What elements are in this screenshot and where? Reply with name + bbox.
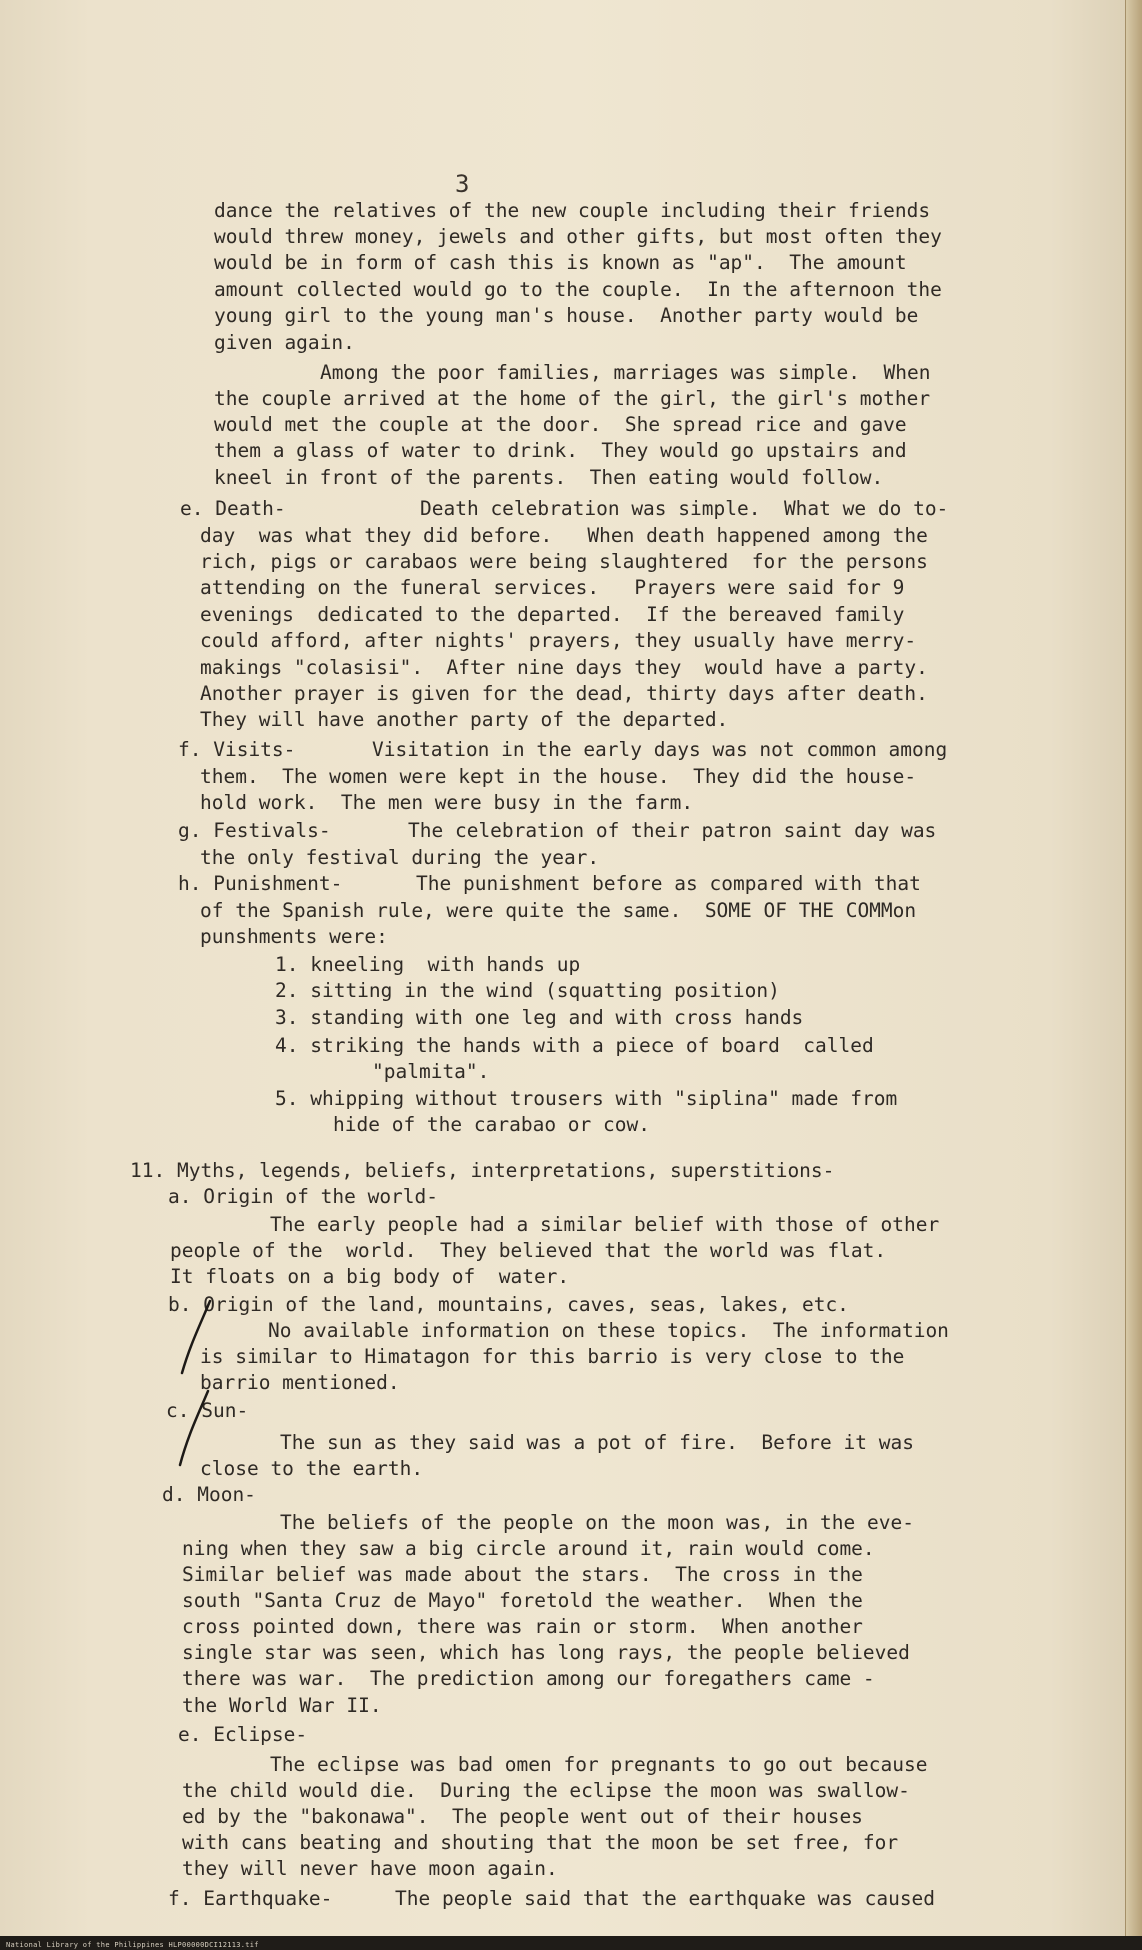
- text-line: single star was seen, which has long rays, the people believed: [182, 1641, 910, 1664]
- list-item: 1. kneeling with hands up: [275, 953, 581, 976]
- section-heading: f. Earthquake-: [168, 1887, 333, 1910]
- text-line: south "Santa Cruz de Mayo" foretold the weather. When the: [182, 1589, 863, 1612]
- list-item-continuation: hide of the carabao or cow.: [333, 1113, 650, 1136]
- text-line: rich, pigs or carabaos were being slaughtered for the persons: [200, 550, 928, 573]
- page-binding-edge: [1125, 0, 1142, 1950]
- text-line: barrio mentioned.: [200, 1371, 400, 1394]
- text-line: No available information on these topics. The information: [268, 1319, 949, 1342]
- text-line: them a glass of water to drink. They would go upstairs and: [214, 439, 907, 462]
- text-line: The celebration of their patron saint day was: [408, 819, 937, 842]
- text-line: day was what they did before. When death happened among the: [200, 524, 928, 547]
- text-line: there was war. The prediction among our foregathers came -: [182, 1667, 875, 1690]
- text-line: The people said that the earthquake was caused: [395, 1887, 936, 1910]
- text-line: close to the earth.: [200, 1457, 424, 1480]
- text-line: them. The women were kept in the house. They did the house-: [200, 765, 917, 788]
- text-line: The punishment before as compared with that: [416, 872, 921, 895]
- section-heading: a. Origin of the world-: [168, 1185, 439, 1208]
- text-line: ed by the "bakonawa". The people went out of their houses: [182, 1805, 863, 1828]
- section-heading: g. Festivals-: [178, 819, 331, 842]
- text-line: evenings dedicated to the departed. If the bereaved family: [200, 603, 905, 626]
- list-item: 5. whipping without trousers with "siplina" made from: [275, 1087, 898, 1110]
- section-heading: h. Punishment-: [178, 872, 343, 895]
- text-line: would be in form of cash this is known as "ap". The amount: [214, 251, 907, 274]
- section-heading: e. Death-: [180, 497, 286, 520]
- text-line: Death celebration was simple. What we do to-: [420, 497, 949, 520]
- text-line: hold work. The men were busy in the farm.: [200, 791, 694, 814]
- text-line: attending on the funeral services. Prayers were said for 9: [200, 576, 905, 599]
- text-line: cross pointed down, there was rain or storm. When another: [182, 1615, 863, 1638]
- section-heading: e. Eclipse-: [178, 1723, 308, 1746]
- list-item-continuation: "palmita".: [372, 1060, 490, 1083]
- text-line: punshments were:: [200, 925, 388, 948]
- text-line: Visitation in the early days was not common among: [372, 738, 948, 761]
- text-line: The sun as they said was a pot of fire. Before it was: [280, 1431, 914, 1454]
- text-line: given again.: [214, 331, 355, 354]
- text-line: the couple arrived at the home of the girl, the girl's mother: [214, 387, 931, 410]
- scan-footer-strip: [0, 1936, 1142, 1950]
- list-item: 4. striking the hands with a piece of board called: [275, 1034, 874, 1057]
- text-line: amount collected would go to the couple. In the afternoon the: [214, 278, 942, 301]
- text-line: Similar belief was made about the stars. The cross in the: [182, 1563, 863, 1586]
- section-heading: c. Sun-: [166, 1399, 249, 1422]
- text-line: makings "colasisi". After nine days they would have a party.: [200, 656, 928, 679]
- text-line: dance the relatives of the new couple including their friends: [214, 199, 931, 222]
- text-line: The eclipse was bad omen for pregnants to go out because: [270, 1753, 928, 1776]
- text-line: the child would die. During the eclipse the moon was swallow-: [182, 1779, 910, 1802]
- section-heading: d. Moon-: [162, 1483, 256, 1506]
- text-line: ning when they saw a big circle around it, rain would come.: [182, 1537, 875, 1560]
- text-line: is similar to Himatagon for this barrio is very close to the: [200, 1345, 905, 1368]
- text-line: people of the world. They believed that the world was flat.: [170, 1239, 887, 1262]
- text-line: young girl to the young man's house. Another party would be: [214, 304, 919, 327]
- section-heading: b. Origin of the land, mountains, caves, seas, lakes, etc.: [168, 1293, 849, 1316]
- text-line: with cans beating and shouting that the moon be set free, for: [182, 1831, 899, 1854]
- list-item: 3. standing with one leg and with cross hands: [275, 1006, 804, 1029]
- text-line: of the Spanish rule, were quite the same. SOME OF THE COMMon: [200, 899, 917, 922]
- text-line: the only festival during the year.: [200, 846, 600, 869]
- text-line: The beliefs of the people on the moon was, in the eve-: [280, 1511, 914, 1534]
- text-line: The early people had a similar belief with those of other: [270, 1213, 940, 1236]
- list-item: 2. sitting in the wind (squatting position): [275, 979, 780, 1002]
- main-heading: 11. Myths, legends, beliefs, interpretations, superstitions-: [130, 1159, 835, 1182]
- text-line: the World War II.: [182, 1694, 382, 1717]
- margin-pen-mark: [170, 1295, 230, 1475]
- section-heading: f. Visits-: [178, 738, 296, 761]
- text-line: would threw money, jewels and other gifts, but most often they: [214, 225, 942, 248]
- text-line: Among the poor families, marriages was simple. When: [320, 361, 931, 384]
- text-line: It floats on a big body of water.: [170, 1265, 570, 1288]
- scan-footer-text: National Library of the Philippines HLP00000DCI12113.tif: [6, 1941, 259, 1949]
- text-line: could afford, after nights' prayers, they usually have merry-: [200, 629, 917, 652]
- text-line: they will never have moon again.: [182, 1857, 558, 1880]
- text-line: Another prayer is given for the dead, thirty days after death.: [200, 682, 928, 705]
- text-line: They will have another party of the departed.: [200, 708, 729, 731]
- page-number: 3: [455, 170, 470, 198]
- text-line: kneel in front of the parents. Then eating would follow.: [214, 466, 884, 489]
- text-line: would met the couple at the door. She spread rice and gave: [214, 413, 907, 436]
